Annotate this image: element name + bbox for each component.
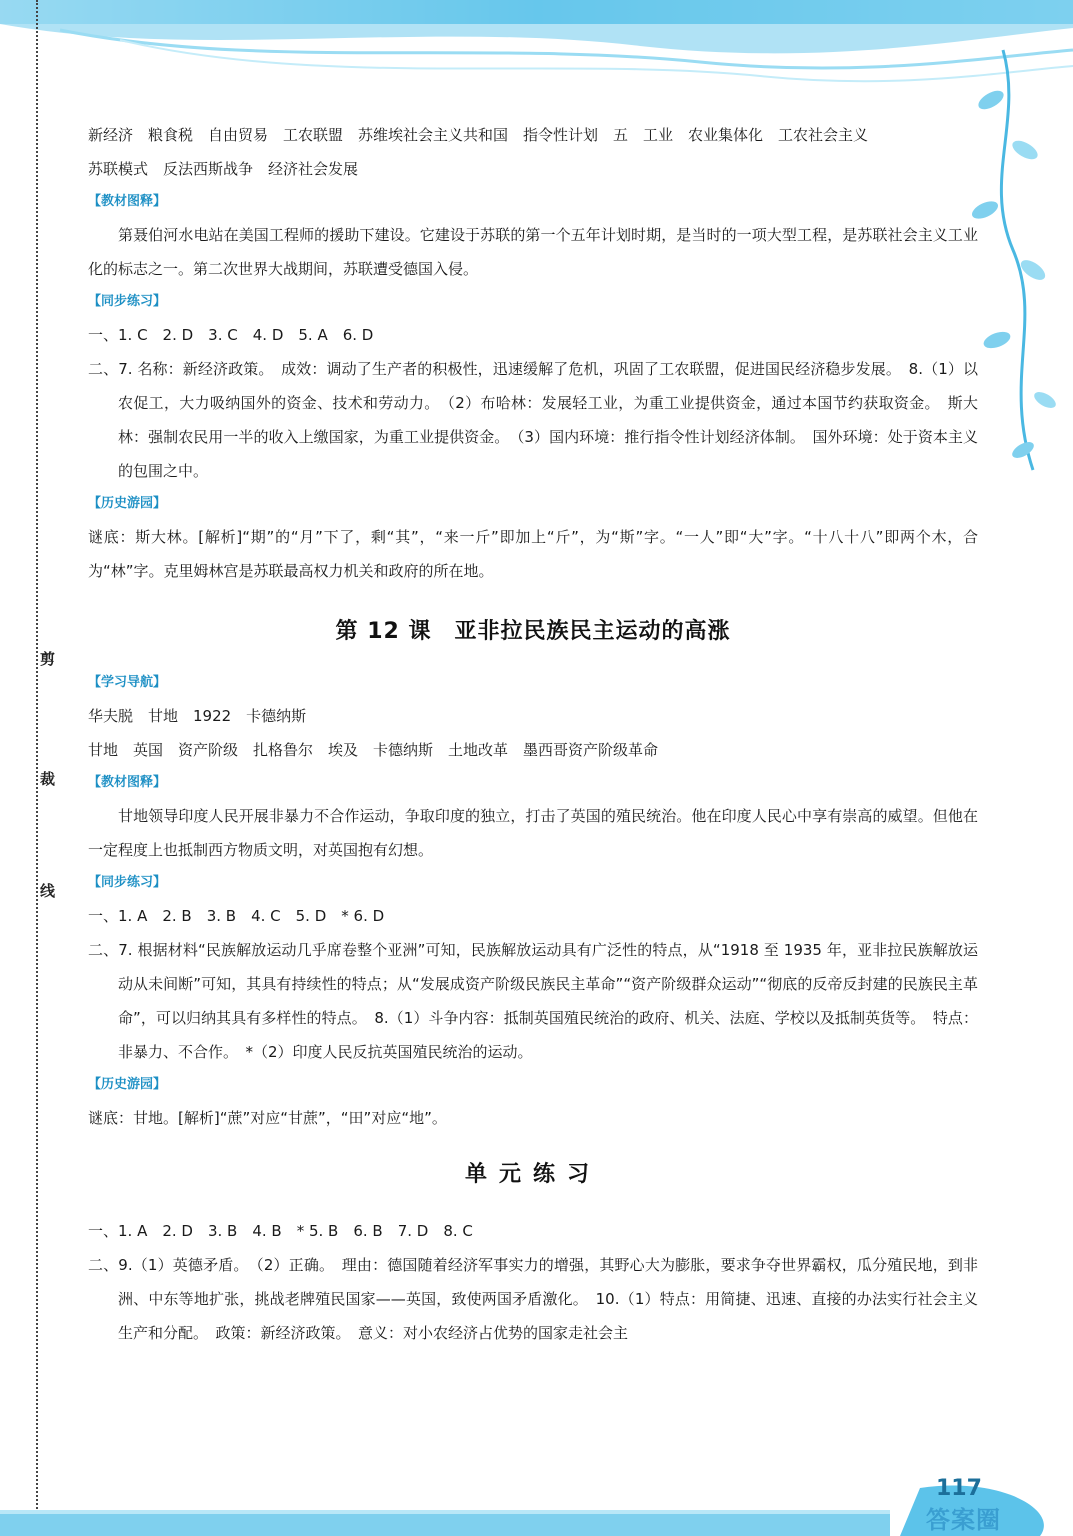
keywords-line-2: 苏联模式 反法西斯战争 经济社会发展 bbox=[88, 160, 359, 178]
section-tag-history-garden: 【历史游园】 bbox=[88, 496, 167, 511]
watermark-logo: 答案圈 bbox=[926, 1506, 1001, 1534]
guide-line-1: 华夫脱 甘地 1922 卡德纳斯 bbox=[88, 707, 307, 725]
textbook-explanation: 第聂伯河水电站在美国工程师的援助下建设。它建设于苏联的第一个五年计划时期，是当时的一项大型工程，是苏联社会主义工业化的标志之一。第二次世界大战期间，苏联遭受德国入侵。 bbox=[88, 226, 978, 278]
riddle-answer: 谜底：斯大林。[解析]“期”的“月”下了，剩“其”，“来一斤”即加上“斤”，为“斯”字。“一人”即“大”字。“十八十八”即两个木，合为“林”字。克里姆林宫是苏联最高权力机关和政府的所在地。 bbox=[88, 528, 978, 580]
section-tag-history-garden: 【历史游园】 bbox=[88, 1077, 167, 1092]
section-tag-practice: 【同步练习】 bbox=[88, 875, 167, 890]
unit-practice-title: 单元练习 bbox=[464, 1162, 601, 1187]
cut-label-char-3: 线 bbox=[40, 882, 56, 900]
section-tag-textbook: 【教材图释】 bbox=[88, 775, 167, 790]
cut-label-char-2: 裁 bbox=[40, 770, 56, 788]
practice-answers-part1: 一、1. C 2. D 3. C 4. D 5. A 6. D bbox=[88, 326, 374, 344]
riddle-answer: 谜底：甘地。[解析]“蔗”对应“甘蔗”，“田”对应“地”。 bbox=[88, 1109, 447, 1127]
section-tag-guide: 【学习导航】 bbox=[88, 675, 167, 690]
textbook-explanation: 甘地领导印度人民开展非暴力不合作运动，争取印度的独立，打击了英国的殖民统治。他在印度人民心中享有崇高的威望。但他在一定程度上也抵制西方物质文明，对英国抱有幻想。 bbox=[88, 807, 978, 859]
bottom-decorative-band bbox=[0, 1480, 1073, 1536]
cut-label-char-1: 剪 bbox=[40, 650, 56, 668]
vine-decoration bbox=[963, 40, 1073, 480]
practice-answers-part2: 二、7. 根据材料“民族解放运动几乎席卷整个亚洲”可知，民族解放运动具有广泛性的特点，从“1918 至 1935 年，亚非拉民族解放运动从未间断”可知，其具有持续性的特点；从“发展成资产阶级民族民主革命”“资产阶级群众运动”“彻底的反帝反封建的民族民主革命”，可以归纳其具有多样性的特点。 8.（1）斗争内容：抵制英国殖民统治的政府、机关、法庭、学校以及抵制英货等。 特点：非暴力、不合作。 *（2）印度人民反抗英国殖民统治的运动。 bbox=[88, 941, 978, 1061]
section-tag-practice: 【同步练习】 bbox=[88, 294, 167, 309]
unit-answers-part2: 二、9.（1）英德矛盾。 （2）正确。 理由：德国随着经济军事实力的增强，其野心大为膨胀，要求争夺世界霸权，瓜分殖民地，到非洲、中东等地扩张，挑战老牌殖民国家——英国，致使两国矛盾激化。 10.（1）特点：用简捷、迅速、直接的办法实行社会主义生产和分配。 政策：新经济政策。 意义：对小农经济占优势的国家走社会主 bbox=[88, 1256, 978, 1342]
page-content bbox=[88, 118, 978, 1350]
practice-answers-part1: 一、1. A 2. B 3. B 4. C 5. D * 6. D bbox=[88, 907, 385, 925]
section-tag-textbook: 【教材图释】 bbox=[88, 194, 167, 209]
unit-answers-part1: 一、1. A 2. D 3. B 4. B * 5. B 6. B 7. D 8. C bbox=[88, 1222, 473, 1240]
cut-line-dotted bbox=[36, 0, 38, 1536]
guide-line-2: 甘地 英国 资产阶级 扎格鲁尔 埃及 卡德纳斯 土地改革 墨西哥资产阶级革命 bbox=[88, 741, 659, 759]
page-number: 117 bbox=[936, 1476, 982, 1501]
top-decorative-band bbox=[0, 0, 1073, 110]
practice-answers-part2: 二、7. 名称：新经济政策。 成效：调动了生产者的积极性，迅速缓解了危机，巩固了工农联盟，促进国民经济稳步发展。 8.（1）以农促工，大力吸纳国外的资金、技术和劳动力。 （2）布哈林：发展轻工业，为重工业提供资金，通过本国节约获取资金。 斯大林：强制农民用一半的收入上缴国家，为重工业提供资金。 （3）国内环境：推行指令性计划经济体制。 国外环境：处于资本主义的包围之中。 bbox=[88, 360, 978, 480]
keywords-line-1: 新经济 粮食税 自由贸易 工农联盟 苏维埃社会主义共和国 指令性计划 五 工业 农业集体化 工农社会主义 bbox=[88, 126, 869, 144]
lesson-title: 第 12 课 亚非拉民族民主运动的高涨 bbox=[335, 619, 731, 644]
